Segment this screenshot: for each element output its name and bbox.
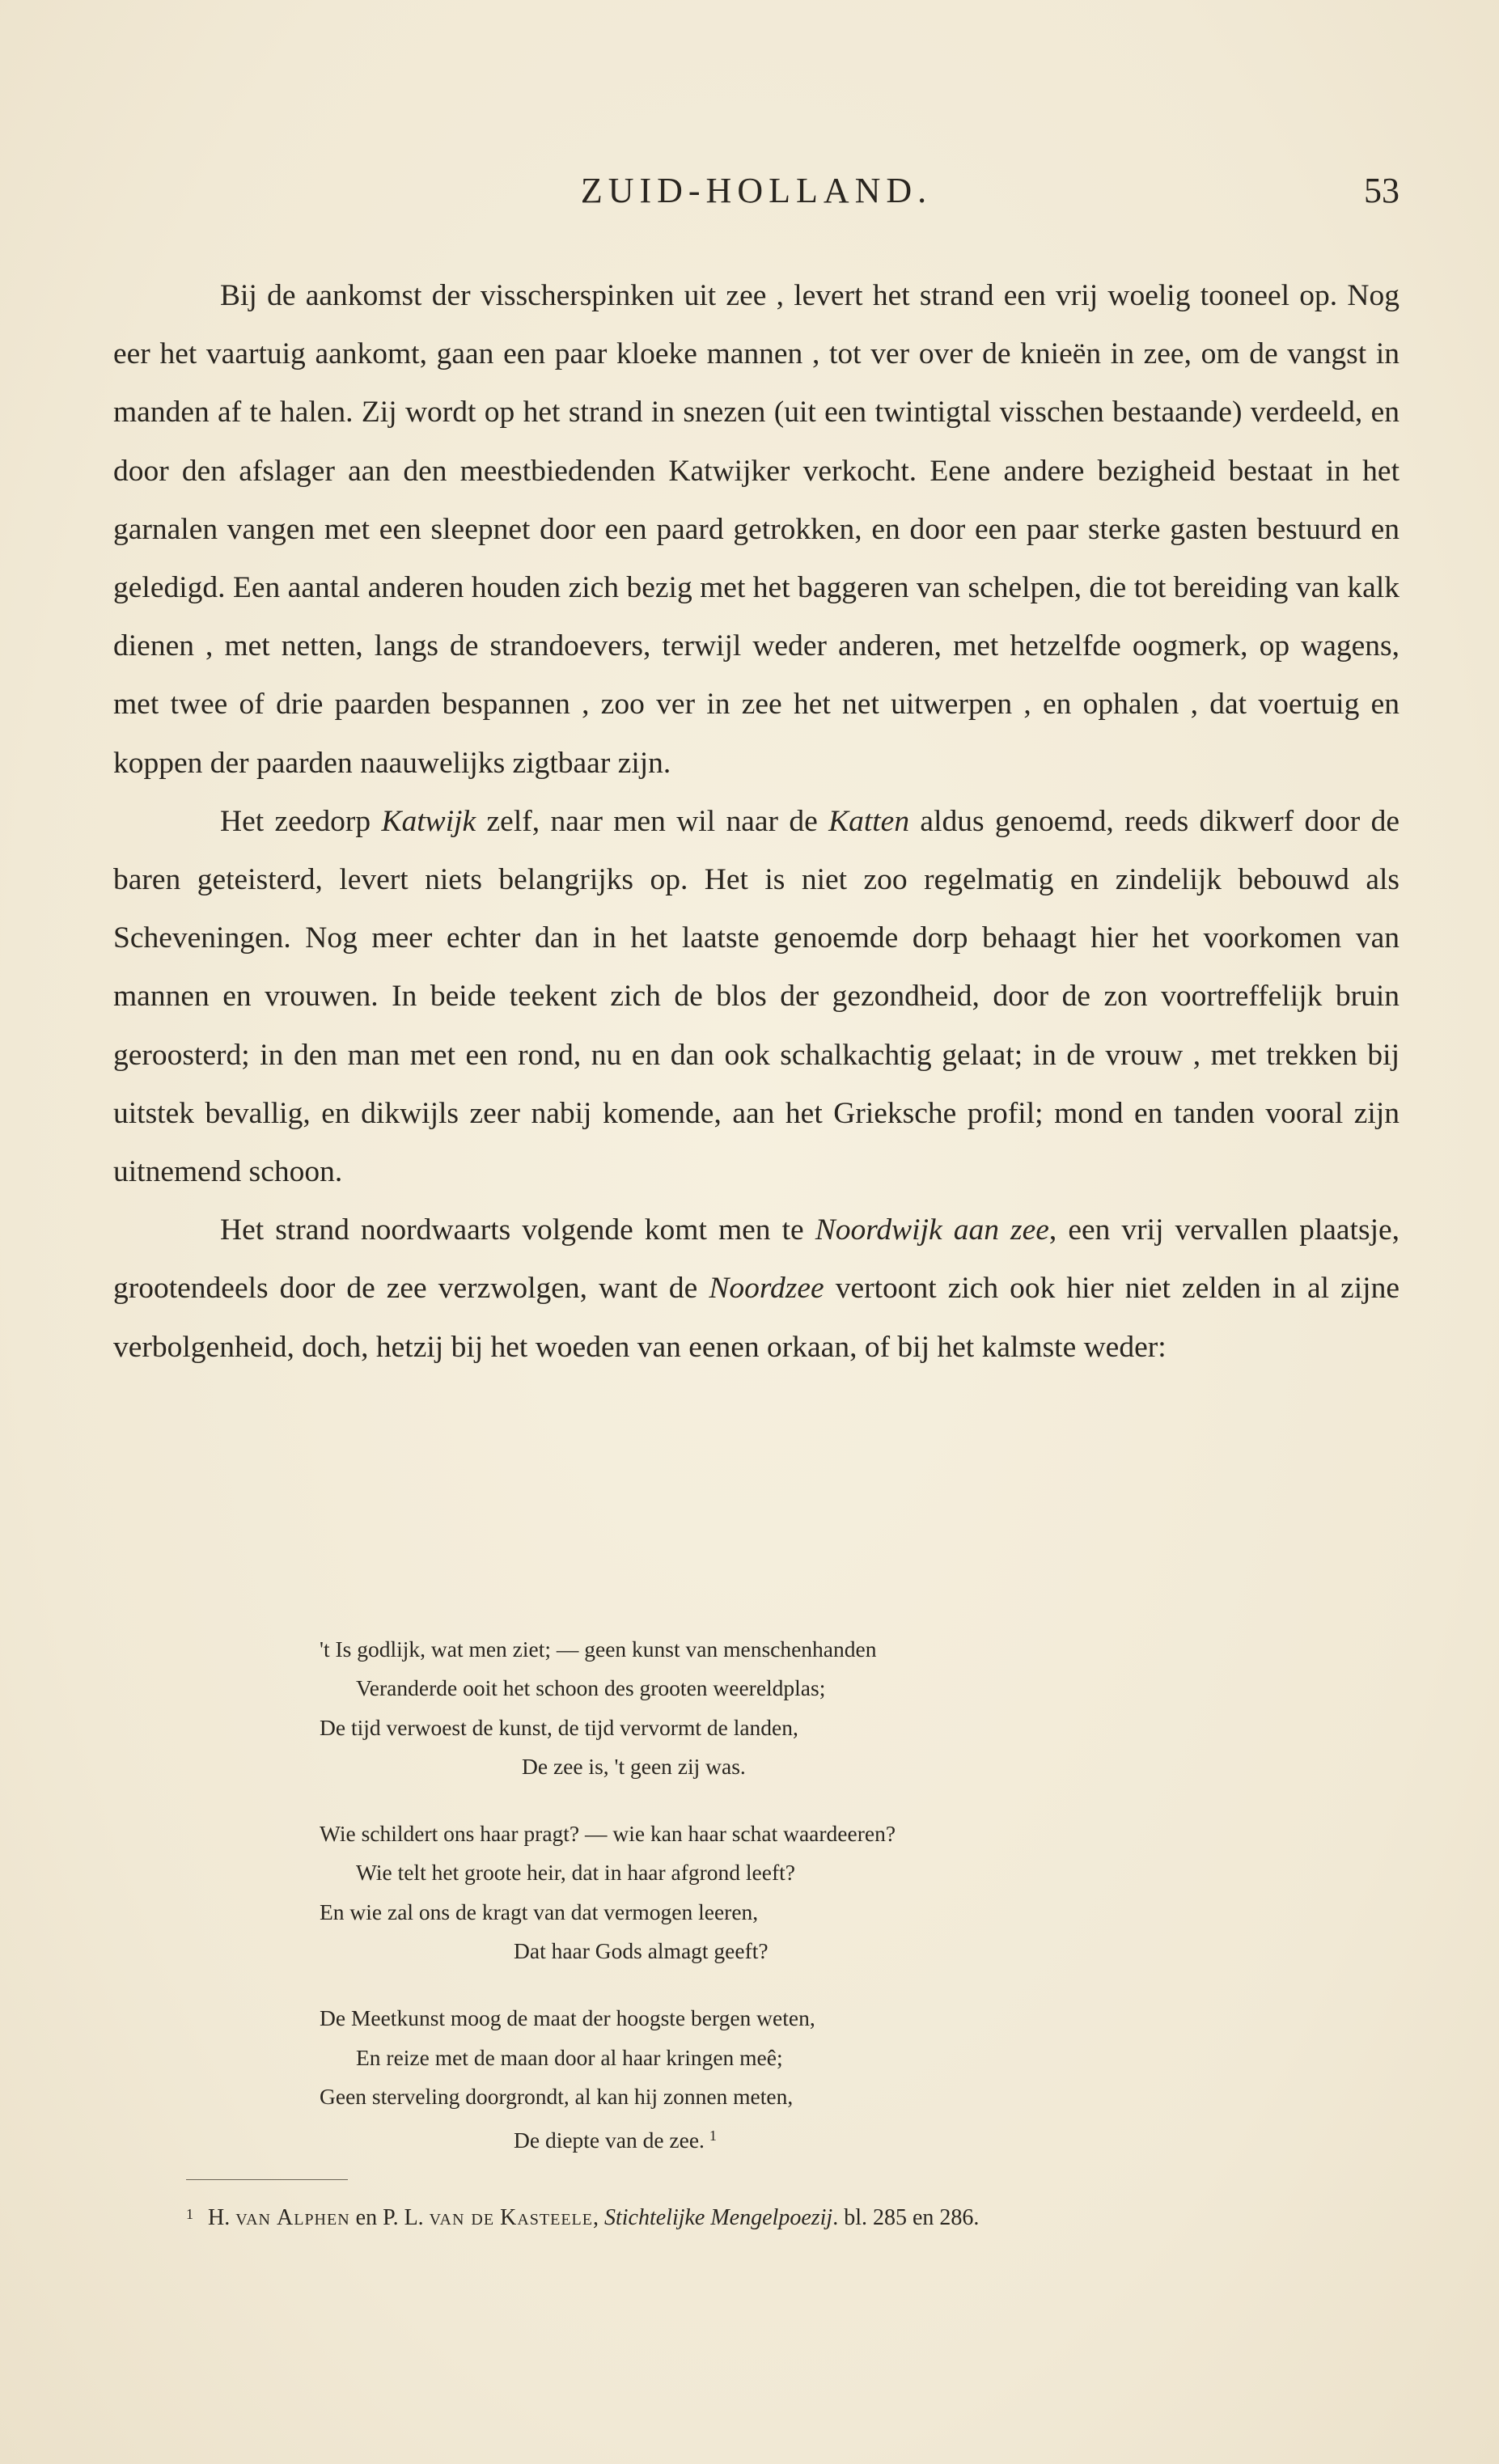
paragraph-3-part: , een vrij vervallen plaatsje, grootendeels door de zee verzwolgen, want de bbox=[113, 1213, 1400, 1306]
footnote-part: en P. L. bbox=[349, 2205, 430, 2230]
paragraph-2-part: zelf, naar men wil naar de bbox=[476, 804, 829, 838]
footnote-part: van bbox=[235, 2205, 271, 2230]
poem-line: De Meetkunst moog de maat der hoogste bergen weten, bbox=[320, 2005, 815, 2031]
poem-line: En reize met de maan door al haar kringen meê; bbox=[356, 2044, 783, 2070]
running-head: ZUID-HOLLAND. bbox=[580, 171, 933, 210]
footnote-part: van de bbox=[429, 2205, 495, 2230]
poem-line bbox=[320, 2116, 1048, 2160]
footnote-rule bbox=[186, 2179, 348, 2180]
poem-stanza-3 bbox=[320, 1999, 1048, 2160]
place-noordzee: Noordzee bbox=[709, 1272, 824, 1306]
footnote bbox=[186, 2205, 1319, 2231]
footnote-part: , bbox=[592, 2205, 604, 2230]
poem-line: Wie schildert ons haar pragt? — wie kan haar schat waardeeren? bbox=[320, 1821, 896, 1847]
paragraph-2-part: aldus genoemd, reeds dikwerf door de baren geteisterd, levert niets belangrijks op. Het is niet zoo regelmatig en zindelijk bebouwd als Scheveningen. Nog meer echter dan in het laatste genoemde dorp behaagt hier het voorkomen van mannen en vrouwen. In beide teekent zich de blos der gezondheid, door de zon voortreffelijk bruin geroosterd; in den man met een rond, nu en dan ook schalkachtig gelaat; in de vrouw , met trekken bij uitstek bevallig, en dikwijls zeer nabij komende, aan het Grieksche profil; mond en tanden vooral zijn uitnemend schoon. bbox=[113, 804, 1399, 1189]
poem-line: De tijd verwoest de kunst, de tijd vervormt de landen, bbox=[320, 1714, 798, 1740]
footnote-mark: 1 bbox=[186, 2206, 193, 2222]
poem-line: 't Is godlijk, wat men ziet; — geen kunst van menschenhanden bbox=[320, 1636, 877, 1662]
footnote-reference[interactable]: 1 bbox=[709, 2127, 717, 2144]
poem-stanza-1 bbox=[320, 1630, 1048, 1786]
place-noordwijk: Noordwijk aan zee bbox=[815, 1213, 1049, 1247]
footnote-part: H. bbox=[208, 2205, 236, 2230]
poem-line-text: De diepte van de zee. bbox=[514, 2127, 705, 2153]
poem-line: Veranderde ooit het schoon des grooten weereldplas; bbox=[356, 1675, 826, 1701]
poem-line: En wie zal ons de kragt van dat vermogen leeren, bbox=[320, 1899, 759, 1924]
paragraph-3-part: vertoont zich ook hier niet zelden in al zijne verbolgenheid, doch, hetzij bij het woeden van eenen orkaan, of bij het kalmste weder: bbox=[113, 1272, 1399, 1364]
poem-line: Dat haar Gods almagt geeft? bbox=[514, 1938, 769, 1964]
footnote-author: Alphen bbox=[277, 2205, 350, 2230]
page-number: 53 bbox=[1364, 171, 1399, 210]
body-text bbox=[113, 267, 1399, 1377]
name-katten: Katten bbox=[828, 804, 910, 838]
poem-stanza-2 bbox=[320, 1814, 1048, 1971]
paragraph-3 bbox=[113, 1201, 1399, 1377]
poem-line: De zee is, 't geen zij was. bbox=[522, 1753, 746, 1779]
footnote-part: . bl. 285 en 286. bbox=[832, 2205, 980, 2230]
place-katwijk: Katwijk bbox=[381, 804, 476, 838]
paragraph-3-part: Het strand noordwaarts volgende komt men te bbox=[220, 1213, 815, 1247]
paragraph-2 bbox=[113, 793, 1399, 1201]
poem-line: Geen sterveling doorgrondt, al kan hij zonnen meten, bbox=[320, 2083, 794, 2109]
footnote-author: Kasteele bbox=[500, 2205, 593, 2230]
page-header bbox=[113, 170, 1399, 218]
poem bbox=[320, 1630, 1048, 2189]
paragraph-1: Bij de aankomst der visscherspinken uit zee , levert het strand een vrij woelig tooneel op. Nog eer het vaartuig aankomt, gaan een paar kloeke mannen , tot ver over de knieën in zee, om de vangst in manden af te halen. Zij wordt op het strand in snezen (uit een twintigtal visschen bestaande) verdeeld, en door den afslager aan den meestbiedenden Katwijker verkocht. Eene andere bezigheid bestaat in het garnalen vangen met een sleepnet door een paard getrokken, en door een paar sterke gasten bestuurd en geledigd. Een aantal anderen houden zich bezig met het baggeren van schelpen, die tot bereiding van kalk dienen , met netten, langs de strandoevers, terwijl weder anderen, met hetzelfde oogmerk, op wagens, met twee of drie paarden bespannen , zoo ver in zee het net uitwerpen , en ophalen , dat voertuig en koppen der paarden naauwelijks zigtbaar zijn. bbox=[113, 279, 1399, 780]
paragraph-2-part: Het zeedorp bbox=[220, 804, 382, 838]
poem-line: Wie telt het groote heir, dat in haar afgrond leeft? bbox=[356, 1860, 795, 1886]
footnote-title: Stichtelijke Mengelpoezij bbox=[603, 2205, 833, 2230]
